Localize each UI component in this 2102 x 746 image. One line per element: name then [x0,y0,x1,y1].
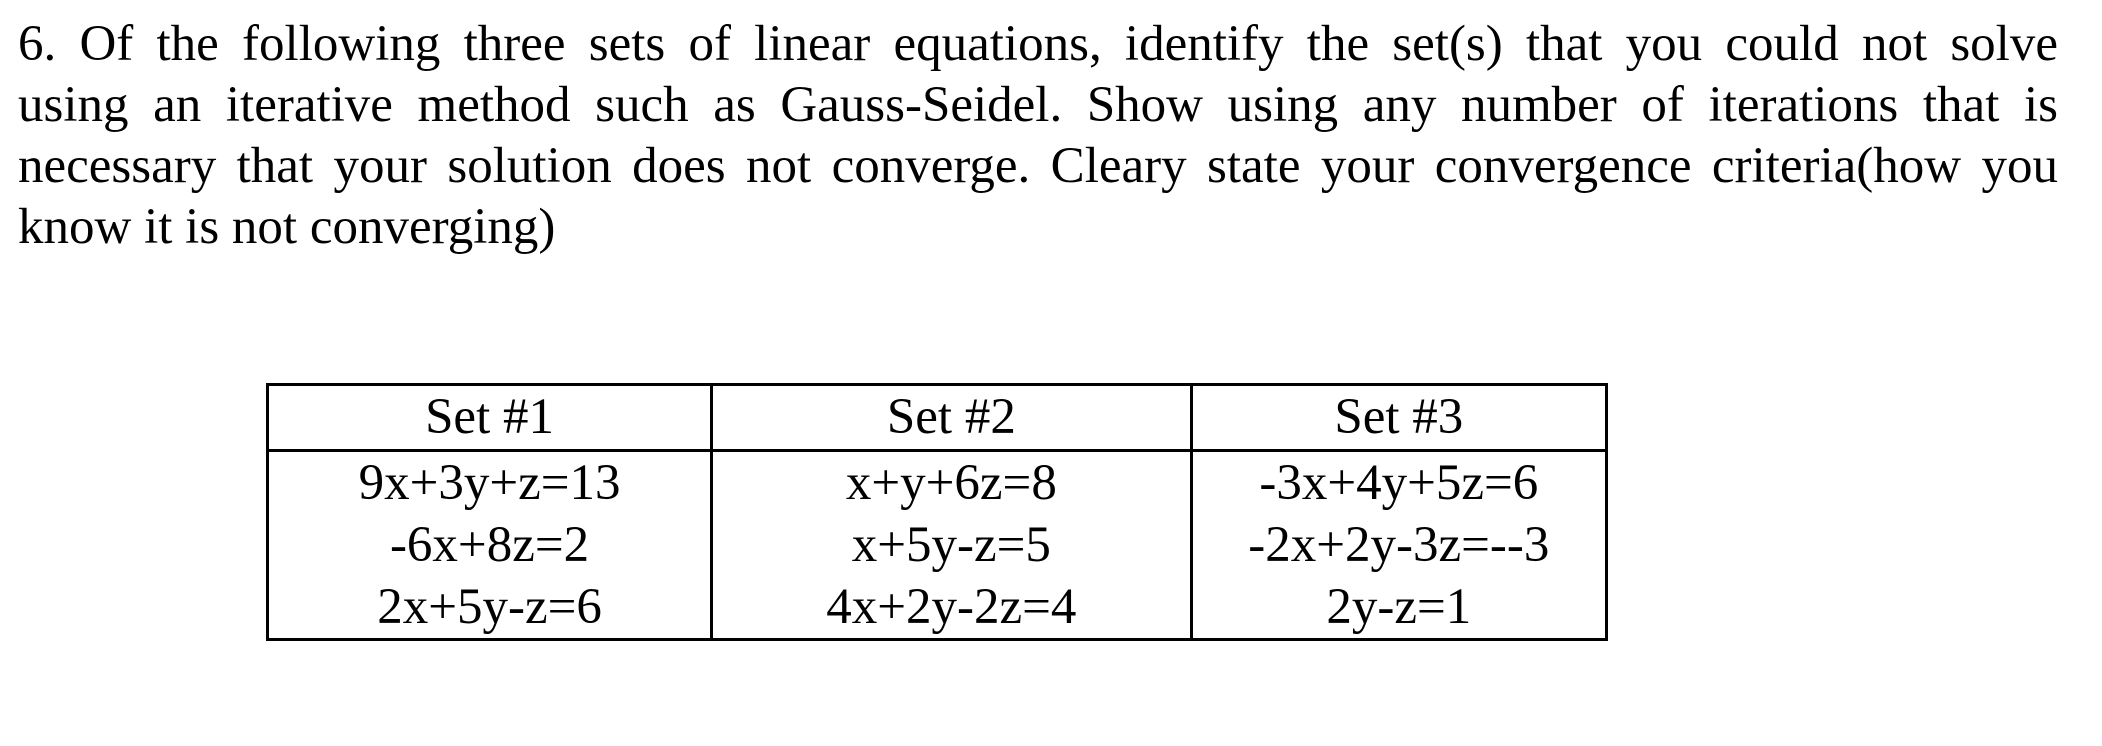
equation: 2x+5y-z=6 [377,579,602,635]
equation-sets-table [266,383,1608,641]
set-2-header: Set #2 [712,385,1192,451]
equation: -6x+8z=2 [389,517,590,573]
table-header-row [268,385,1607,451]
table-row [268,451,1607,640]
equation: -3x+4y+5z=6 [1259,455,1539,511]
set-3-header: Set #3 [1191,385,1606,451]
set-1-equations [268,451,712,640]
equation: 9x+3y+z=13 [358,455,621,511]
equation: x+5y-z=5 [851,517,1051,573]
question-line: 6. Of the following three sets of linear equations, identify the set(s) that you could not solve [18,16,2058,72]
set-2-equations [712,451,1192,640]
question-line: using an iterative method such as Gauss-Seidel. Show using any number of iterations that is [18,77,2058,133]
equation: x+y+6z=8 [845,455,1057,511]
equation: -2x+2y-3z=--3 [1248,517,1550,573]
equation: 4x+2y-2z=4 [826,579,1077,635]
set-3-equations [1191,451,1606,640]
question-line: know it is not converging) [18,199,556,255]
question-line: necessary that your solution does not converge. Cleary state your convergence criteria(how you [18,138,2058,194]
set-1-header: Set #1 [268,385,712,451]
equation: 2y-z=1 [1326,579,1472,635]
question-text [18,14,2058,258]
